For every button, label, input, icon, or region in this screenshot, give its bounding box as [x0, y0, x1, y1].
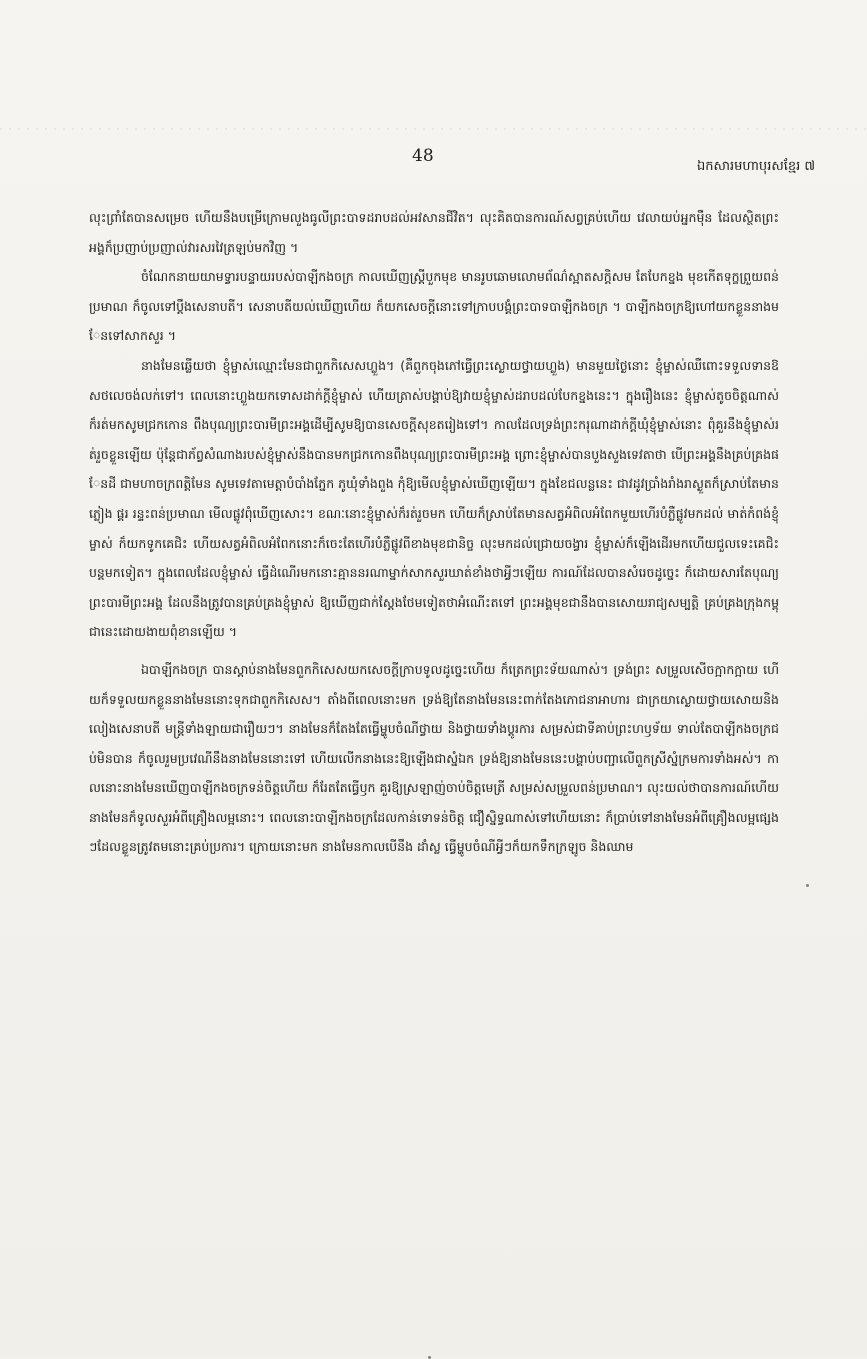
scan-noise — [0, 128, 867, 130]
page-number: 48 — [412, 146, 434, 166]
scan-speck — [806, 884, 809, 887]
running-header: ឯកសារមហាបុរសខ្មែរ ៧ — [697, 159, 815, 174]
paragraph: ចំណែកនាយយាមទ្វារបន្ទាយរបស់បាឡីកងចក្រ កាលឃើញស្ត្រីបួកមុខ មានរូបឆោមលោមព័ណ៌ស្អាតសក្តិសម តែបែកខ្នង មុខកើតទុក្ខព្រួយពន់ប្រមាណ ក៏ចូលទៅប្តឹងសេនាបតី។ សេនាបតីយល់ឃើញហើយ ក៏យកសេចក្តីនោះទៅក្រាបបង្គំព្រះបាទបាឡីកងចក្រ ។ បាឡីកងចក្រឱ្យហៅយកខ្លួននាងមែនទៅសាកសួរ ។ — [89, 269, 779, 344]
paragraph: នាងមែនឆ្លើយថា ខ្ញុំម្ចាស់ឈ្មោះមែនជាពួកកិសេសហ្លួង។ (គឺពួកចុងភៅធ្វើព្រះស្ងោយថ្វាយហ្លួង) មានមួយថ្ងៃនោះ ខ្ញុំម្ចាស់ឈឺពោះទទួលទានឱសថលេចង់លក់ទៅ។ ពេលនោះហ្លួងយកទោសដាក់ក្តីខ្ញុំម្ចាស់ ហើយត្រាស់បង្គាប់ឱ្យវាយខ្ញុំម្ចាស់ដរាបដល់បែកខ្នងនេះ។ ក្នុងរឿងនេះ ខ្ញុំម្ចាស់តូចចិត្តណាស់ក៏រត់មកសូមជ្រកកោន ពឹងបុណ្យព្រះបារមីព្រះអង្គដើម្បីសូមឱ្យបានសេចក្តីសុខតរៀងទៅ។ កាលដែលទ្រង់ព្រះករុណាដាក់ក្តីឃុំខ្ញុំម្ចាស់នោះ ពុំគួរនឹងខ្ញុំម្ចាស់រត់រួចខ្លួនឡើយ ប៉ុន្តែជាភ័ព្វសំណាងរបស់ខ្ញុំម្ចាស់នឹងបានមកជ្រកកោនពឹងបុណ្យព្រះបារមីព្រះអង្គ ព្រោះខ្ញុំម្ចាស់បានបួងសួងទេវតាថា បើព្រះអង្គនឹងគ្រប់គ្រងផែនដី ជាមហាចក្រពត្តិមែន សូមទេវតាមេត្តាបំបាំងភ្នែក ភូឃុំទាំងពួង កុំឱ្យមើលខ្ញុំម្ចាស់ឃើញឡើយ។ ក្នុងខែជលន្លនេះ ជាវដូវប្រាំងរាំងរាស្ងួតក៏ស្រាប់តែមានភ្លៀង ផ្គរ រន្ទះពន់ប្រមាណ មើលផ្លូវពុំឃើញសោះ។ ខណៈនោះខ្ញុំម្ចាស់ក៏រត់រួចមក ហើយក៏ស្រាប់តែមានសត្វអំពិលអំពែកមួយហើរបំភ្លឺផ្លូវមកដល់ មាត់កំពង់ខ្ញុំម្ចាស់ ក៏យកទូកគេជិះ ហើយសត្វអំពិលអំពែកនោះក៏ចេះតែហើរបំភ្លឺផ្លូវពីខាងមុខជានិច្ច លុះមកដល់ជ្រោយចង្វារ ខ្ញុំម្ចាស់ក៏ឡើងដើរមកហើយជួលទេះគេជិះបន្តមកទៀត។ ក្នុងពេលដែលខ្ញុំម្ចាស់ ធ្វើដំណើរមកនោះគ្មាននរណាម្នាក់សាកសួរឃាត់ខាំងថាអ្វីៗឡើយ ការណ៍ដែលបានសំរេចដូច្នេះ ក៏ដោយសារតែបុណ្យព្រះបារមីព្រះអង្គ ដែលនឹងត្រូវបានគ្រប់គ្រងខ្ញុំម្ចាស់ ឱ្យឃើញជាក់ស្តែងថែមទៀតថាអំណើះតទៅ ព្រះអង្គមុខជានឹងបានសោយរាជ្យសម្បត្តិ គ្រប់គ្រងក្រុងកម្ពុជានេះដោយងាយពុំខានឡើយ ។ — [89, 357, 779, 640]
paragraph: ឯបាឡីកងចក្រ បានស្តាប់នាងមែនពួកកិសេសយកសេចក្តីក្រាបទូលដូច្នេះហើយ ក៏ត្រេកព្រះទ័យណាស់។ ទ្រង់ព្រះ សម្រួលសើចក្អាកក្អាយ ហើយក៏ទទួលយកខ្លួននាងមែននោះទុកជាពួកកិសេស។ តាំងពីពេលនោះមក ទ្រង់ឱ្យតែនាងមែននេះពាក់តែងភោជនាអាហារ ជាក្រយាស្ងោយថ្វាយសោយនិងលៀងសេនាបតី មន្ត្រីទាំងឡាយជារឿយៗ។ នាងមែនក៏តែងតែធ្វើម្ហូបចំណីថ្វាយ និងថ្វាយទាំងប្តូរការ សម្រស់ជាទីគាប់ព្រះហឫទ័យ ទាល់តែបាឡីកងចក្រជប់មិនបាន ក៏ចូលរួមប្រវេណីនឹងនាងមែននោះទៅ ហើយលើកនាងនេះឱ្យឡើងជាស្នំឯក ទ្រង់ឱ្យនាងមែននេះបង្គាប់បញ្ជាលើពួកស្រីស្នំក្រមការទាំងអស់។ កាលនោះនាងមែនឃើញបាឡីកងចក្រទន់ចិត្តហើយ ក៏រែតតែធ្វើឫក គួរឱ្យស្រឡាញ់ចាប់ចិត្តមេត្រី សម្រស់សម្រួលពន់ប្រមាណ។ លុះយល់ថាបានការណ៍ហើយ នាងមែនក៏ទូលសួរអំពីគ្រឿងលម្អនោះ។ ពេលនោះបាឡីកងចក្រដែលកាន់ទោទន់ចិត្ត ជឿស្និទ្ធណាស់ទៅហើយនោះ ក៏ប្រាប់ទៅនាងមែនអំពីគ្រឿងលម្អផ្សេងៗដែលខ្លួនត្រូវតមនោះគ្រប់ប្រការ។ ក្រោយនោះមក នាងមែនកាលបើនឹង ដាំស្ល ធ្វើម្ហូបចំណីអ្វីៗក៏យកទឹកក្រឡូច និងឈាម — [89, 661, 779, 855]
body-text — [89, 203, 779, 862]
paragraph: លុះព្រាំតែបានសម្រេច ហើយនឹងបម្រើក្រោមលួងធូលីព្រះបាទដរាបដល់អវសានជីវិត។ លុះគិតបានការណ៍សព្វគ្រប់ហើយ វេលាយប់អ្នកម៉ឺន ដែលស្ថិតព្រះអង្គក៏ប្រញាប់ប្រញាល់វារសរវៃត្រឡប់មកវិញ ។ — [89, 210, 779, 255]
